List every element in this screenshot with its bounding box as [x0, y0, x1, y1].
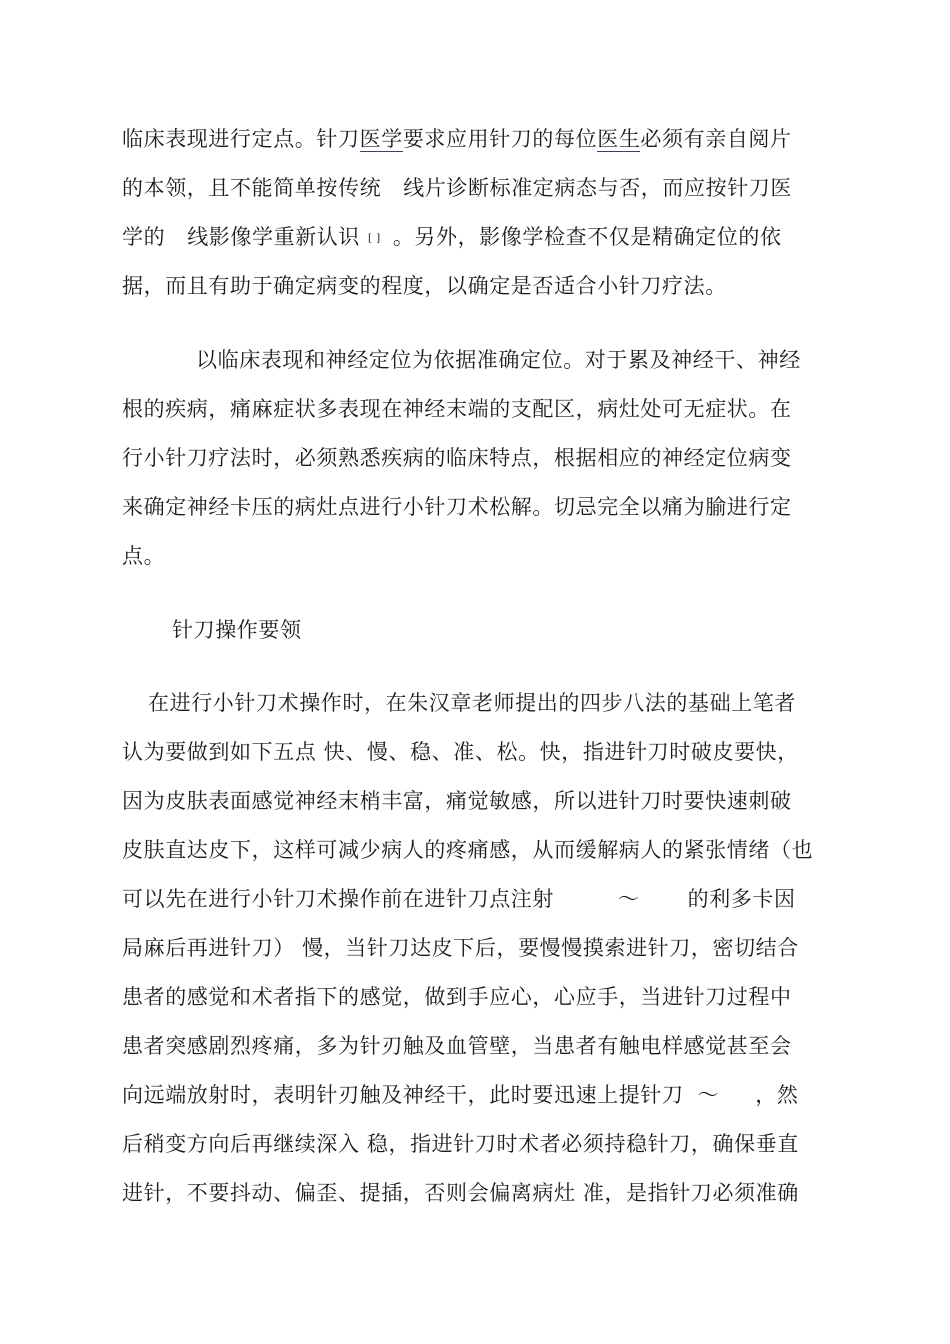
- section-heading: 针刀操作要领: [172, 618, 302, 642]
- p3-line-11: 进针，不要抖动、偏歪、提插，否则会偏离病灶 准，是指针刀必须准确: [122, 1181, 799, 1205]
- p3-line-9: 向远端放射时，表明针刃触及神经干，此时要迅速上提针刀 ～ ，然: [122, 1083, 799, 1107]
- link-yixue[interactable]: 医学: [359, 127, 403, 151]
- p2-line-1: 以临床表现和神经定位为依据准确定位。对于累及神经干、神经: [196, 348, 801, 372]
- p3-line-8: 患者突感剧烈疼痛，多为针刃触及血管壁，当患者有触电样感觉甚至会: [122, 1034, 792, 1058]
- p3-line-3: 因为皮肤表面感觉神经末梢丰富，痛觉敏感，所以进针刀时要快速刺破: [122, 789, 792, 813]
- citation-ref: [ ]: [368, 233, 381, 244]
- tilde-range: ～: [618, 887, 640, 911]
- p2-line-3: 行小针刀疗法时，必须熟悉疾病的临床特点，根据相应的神经定位病变: [122, 446, 792, 470]
- p2-line-2: 根的疾病，痛麻症状多表现在神经末端的支配区，病灶处可无症状。在: [122, 397, 792, 421]
- p1-line-1: 临床表现进行定点。针刀医学要求应用针刀的每位医生必须有亲自阅片: [122, 127, 792, 151]
- p3-line-2: 认为要做到如下五点 快、慢、稳、准、松。快，指进针刀时破皮要快，: [122, 740, 799, 764]
- p3-line-10: 后稍变方向后再继续深入 稳，指进针刀时术者必须持稳针刀，确保垂直: [122, 1132, 799, 1156]
- p1-line-4: 据，而且有助于确定病变的程度，以确定是否适合小针刀疗法。: [122, 274, 727, 298]
- p3-line-1: 在进行小针刀术操作时，在朱汉章老师提出的四步八法的基础上笔者: [148, 691, 796, 715]
- p2-line-4: 来确定神经卡压的病灶点进行小针刀术松解。切忌完全以痛为腧进行定: [122, 495, 792, 519]
- p1-line-2: 的本领，且不能简单按传统 线片诊断标准定病态与否，而应按针刀医: [122, 176, 793, 200]
- link-yisheng[interactable]: 医生: [597, 127, 641, 151]
- p3-line-6: 局麻后再进针刀） 慢，当针刀达皮下后，要慢慢摸索进针刀，密切结合: [122, 936, 799, 960]
- p1-line-3: 学的 线影像学重新认识 [ ] 。另外，影像学检查不仅是精确定位的依: [122, 225, 782, 249]
- p3-line-5: 可以先在进行小针刀术操作前在进针刀点注射 ～ 的利多卡因: [122, 887, 796, 911]
- p3-line-7: 患者的感觉和术者指下的感觉，做到手应心，心应手，当进针刀过程中: [122, 985, 792, 1009]
- tilde-range-2: ～: [697, 1083, 720, 1107]
- p2-line-5: 点。: [122, 544, 166, 568]
- p3-line-4: 皮肤直达皮下，这样可减少病人的疼痛感，从而缓解病人的紧张情绪（也: [122, 838, 814, 862]
